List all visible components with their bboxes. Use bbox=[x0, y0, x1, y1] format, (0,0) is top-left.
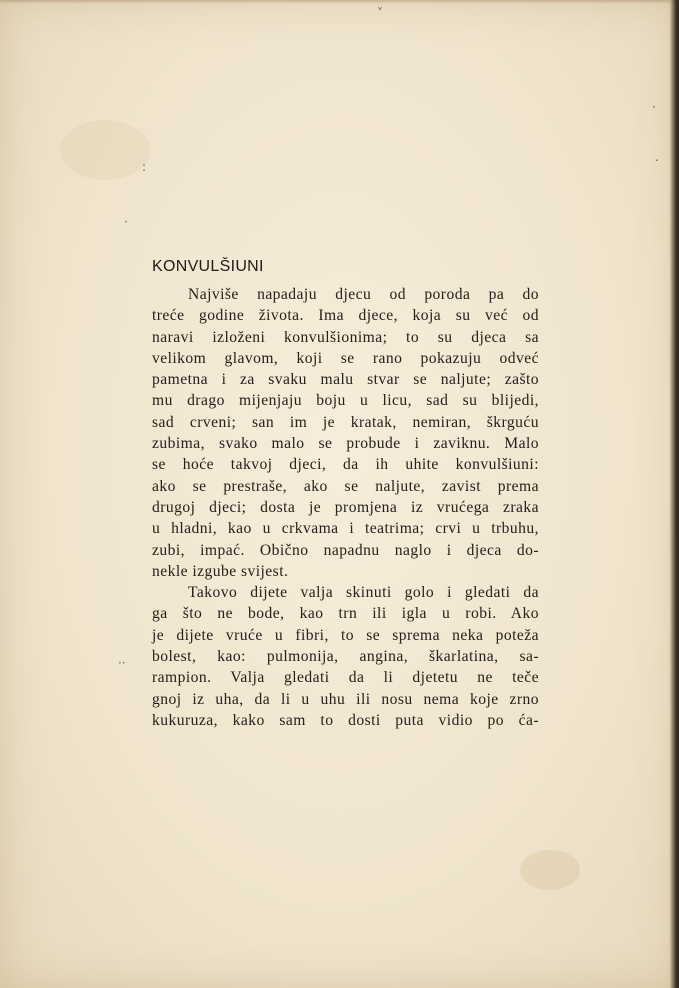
page-top-shadow bbox=[0, 0, 679, 4]
paper-speck: . bbox=[655, 150, 659, 164]
text-line: kukuruza, kako sam to dosti puta vidio po ća- bbox=[152, 711, 539, 729]
text-line: mu drago mijenjaju boju u licu, sad su blijedi, bbox=[152, 392, 539, 410]
text-line: drugoj djeci; dosta je promjena iz vrućega zraka bbox=[152, 498, 539, 516]
paper-speck: ˅ bbox=[377, 6, 383, 20]
page-right-edge bbox=[669, 0, 679, 988]
paper-speck: ·· bbox=[118, 656, 126, 670]
paper-speck: : bbox=[142, 160, 147, 174]
text-line: pametna i za svaku malu stvar se naljute; zašto bbox=[152, 371, 539, 389]
text-line: treće godine života. Ima djece, koja su već od bbox=[152, 307, 539, 325]
text-line: bolest, kao: pulmonija, angina, škarlatina, sa- bbox=[152, 648, 539, 666]
text-line: nekle izgube svijest. bbox=[152, 562, 289, 580]
text-line: gnoj iz uha, da li u uhu ili nosu nema koje zrno bbox=[152, 690, 539, 708]
text-line: ako se prestraše, ako se naljute, zavist prema bbox=[152, 477, 539, 495]
paper-speck: · bbox=[124, 215, 128, 229]
paragraph-2 bbox=[152, 582, 539, 731]
text-line: Takovo dijete valja skinuti golo i gledati da bbox=[188, 584, 539, 602]
text-line: je dijete vruće u fibri, to se sprema neka poteža bbox=[152, 626, 539, 644]
text-line: rampion. Valja gledati da li djetetu ne teče bbox=[152, 669, 539, 687]
text-line: Najviše napadaju djecu od poroda pa do bbox=[188, 286, 539, 303]
text-line: velikom glavom, koji se rano pokazuju odveć bbox=[152, 349, 539, 367]
paragraph-1 bbox=[152, 284, 539, 582]
paper-stain bbox=[520, 850, 580, 890]
chapter-heading: KONVULŠIUNI bbox=[152, 258, 264, 275]
text-line: zubi, impać. Obično napadnu naglo i djeca do- bbox=[152, 541, 539, 559]
text-line: u hladni, kao u crkvama i teatrima; crvi u trbuhu, bbox=[152, 520, 539, 538]
text-line: se hoće takvoj djeci, da ih uhite konvulšiuni: bbox=[152, 456, 539, 474]
text-line: zubima, svako malo se probude i zaviknu. Malo bbox=[152, 435, 539, 453]
paper-speck: · bbox=[652, 100, 656, 114]
paper-stain bbox=[60, 120, 150, 180]
body-text bbox=[152, 284, 539, 731]
text-line: naravi izloženi konvulšionima; to su djeca sa bbox=[152, 328, 539, 346]
text-line: sad crveni; san im je kratak, nemiran, škrguću bbox=[152, 413, 539, 431]
text-line: ga što ne bode, kao trn ili igla u robi. Ako bbox=[152, 605, 539, 623]
